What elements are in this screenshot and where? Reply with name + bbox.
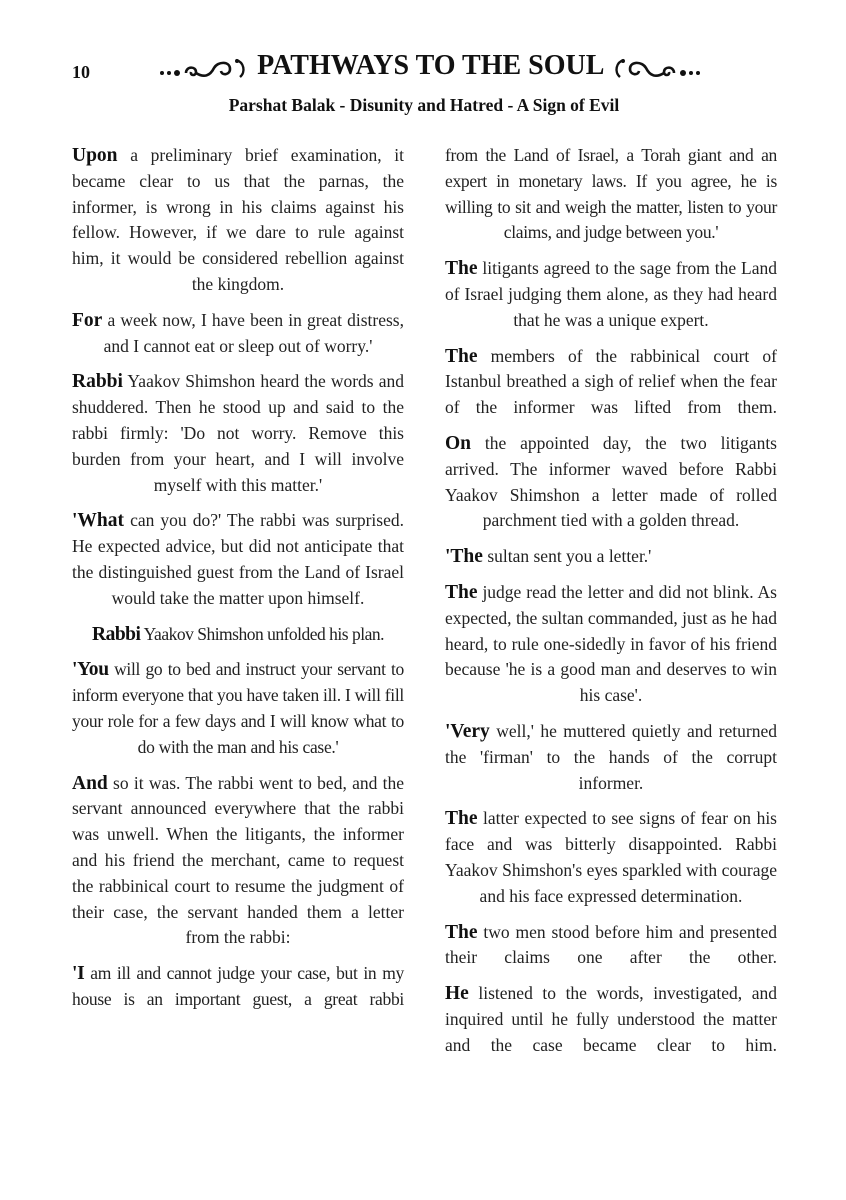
paragraph-text: latter expected to see signs of fear on his face and was bitterly disappointed. Rabbi Yaakov Shimshon's eyes sparkled with courage and his face expressed determination. <box>445 808 777 906</box>
paragraph-lead-word: Rabbi <box>72 371 123 393</box>
paragraph <box>445 544 777 570</box>
paragraph-lead-word: The <box>445 345 478 367</box>
paragraph <box>72 961 404 1013</box>
paragraph-text: judge read the letter and did not blink. As expected, the sultan commanded, just as he had heard, to rule one-sidedly in favor of his friend because 'he is a good man and deserves to win his case'. <box>445 581 777 706</box>
paragraph-lead-word: For <box>72 309 103 331</box>
paragraph-lead-word: 'Very <box>445 720 490 742</box>
paragraph <box>72 143 404 298</box>
page-number: 10 <box>72 62 90 82</box>
paragraph-lead-word: 'The <box>445 546 483 568</box>
paragraph-text: sultan sent you a letter.' <box>482 546 652 567</box>
paragraph-text: will go to bed and instruct your servant to inform everyone that you have taken ill. I will fill your role for a few days and I will know what to do with the man and his case.' <box>72 659 404 757</box>
paragraph <box>72 508 404 611</box>
paragraph <box>445 431 777 534</box>
paragraph-text: the appointed day, the two litigants arrived. The informer waved before Rabbi Yaakov Shimshon a letter made of rolled parchment tied with a golden thread. <box>445 432 777 531</box>
paragraph-lead-word: On <box>445 432 472 454</box>
paragraph <box>72 622 404 648</box>
right-flourish-ornament-icon <box>610 54 702 82</box>
paragraph-text: can you do?' The rabbi was surprised. He expected advice, but did not anticipate that the distinguished guest from the Land of Israel would take the matter upon himself. <box>72 510 404 608</box>
paragraph-lead-word: He <box>445 983 469 1005</box>
paragraph <box>445 806 777 909</box>
running-head-title: PATHWAYS TO THE SOUL <box>257 50 603 81</box>
paragraph-text: a week now, I have been in great distress, and I cannot eat or sleep out of worry.' <box>102 309 404 356</box>
chapter-subtitle: Parshat Balak - Disunity and Hatred - A Sign of Evil <box>228 95 620 115</box>
paragraph-lead-word: 'You <box>72 659 109 681</box>
paragraph-text: members of the rabbinical court of Istanbul breathed a sigh of relief when the fear of the informer was lifted from them. <box>445 345 777 418</box>
paragraph-text: Yaakov Shimshon heard the words and shuddered. Then he stood up and said to the rabbi firmly: 'Do not worry. Remove this burden from your heart, and I will involve myself with this matter.' <box>72 371 404 495</box>
paragraph-text: well,' he muttered quietly and returned the 'firman' to the hands of the corrupt informer. <box>445 720 777 793</box>
paragraph <box>72 657 404 760</box>
paragraph-text: a preliminary brief examination, it became clear to us that the parnas, the informer, is wrong in his claims against his fellow. However, if we dare to rule against him, it would be considered rebellion against the kingdom. <box>72 145 404 294</box>
paragraph-lead-word: The <box>445 581 478 603</box>
right-column <box>445 143 777 1069</box>
paragraph-text: am ill and cannot judge your case, but in my house is an important guest, a great rabbi <box>72 963 404 1009</box>
paragraph-text: Yaakov Shimshon unfolded his plan. <box>140 623 384 644</box>
paragraph-text: two men stood before him and presented their claims one after the other. <box>445 921 777 968</box>
running-head <box>130 50 730 82</box>
paragraph-text: from the Land of Israel, a Torah giant and an expert in monetary laws. If you agree, he is willing to sit and weigh the matter, listen to your claims, and judge between you.' <box>445 145 777 243</box>
paragraph <box>72 308 404 360</box>
paragraph <box>445 920 777 972</box>
paragraph-lead-word: Rabbi <box>91 623 141 645</box>
left-column <box>72 143 404 1023</box>
paragraph-lead-word: The <box>445 258 478 280</box>
paragraph <box>445 981 777 1058</box>
paragraph <box>72 771 404 952</box>
paragraph-lead-word: The <box>445 808 478 830</box>
paragraph-lead-word: 'What <box>72 510 125 532</box>
paragraph <box>445 143 777 246</box>
paragraph-text: litigants agreed to the sage from the Land of Israel judging them alone, as they had heard that he was a unique expert. <box>445 258 777 330</box>
paragraph <box>445 580 777 709</box>
paragraph-lead-word: And <box>72 772 108 794</box>
paragraph-lead-word: The <box>445 921 478 943</box>
paragraph-lead-word: 'I <box>72 963 85 985</box>
paragraph <box>72 369 404 498</box>
paragraph <box>445 344 777 421</box>
paragraph-text: listened to the words, investigated, and inquired until he fully understood the matter and the case became clear to him. <box>445 983 777 1055</box>
left-flourish-ornament-icon <box>158 54 250 82</box>
paragraph <box>445 256 777 333</box>
paragraph-lead-word: Upon <box>72 145 118 166</box>
paragraph-text: so it was. The rabbi went to bed, and the servant announced everywhere that the rabbi was unwell. When the litigants, the informer and his friend the merchant, came to request the rabbinical court to resume the judgment of their case, the servant handed them a letter from the rabbi: <box>72 772 404 948</box>
paragraph <box>445 719 777 796</box>
